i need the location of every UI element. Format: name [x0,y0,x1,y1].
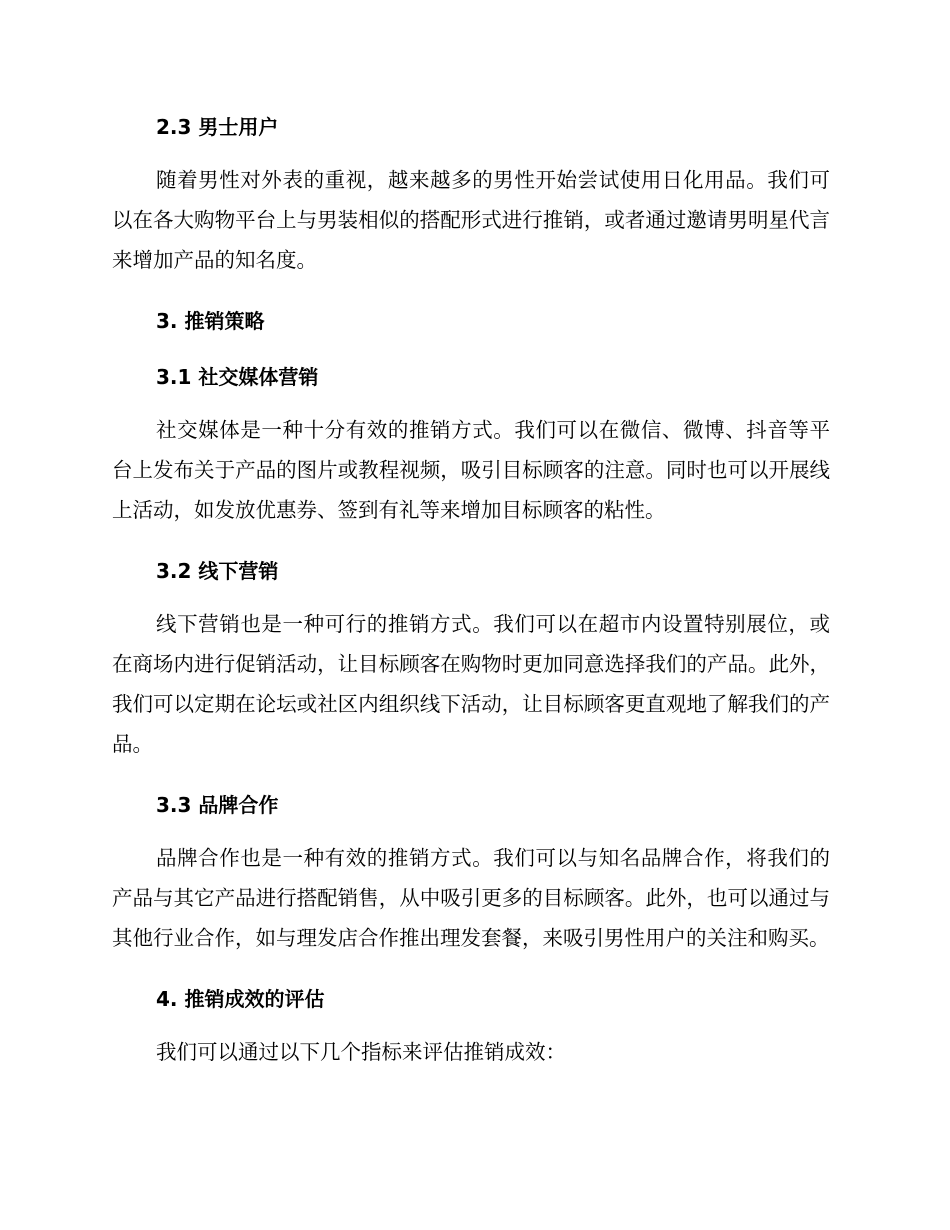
paragraph-male-users: 随着男性对外表的重视，越来越多的男性开始尝试使用日化用品。我们可以在各大购物平台上与男装相似的搭配形式进行推销，或者通过邀请男明星代言来增加产品的知名度。 [112,168,830,272]
paragraph-evaluation-intro: 我们可以通过以下几个指标来评估推销成效： [156,1040,566,1064]
heading-4-evaluation: 4. 推销成效的评估 [156,987,325,1011]
heading-3-promotion-strategy: 3. 推销策略 [156,309,265,333]
heading-3-1-social-media: 3.1 社交媒体营销 [156,365,319,389]
paragraph-social-media: 社交媒体是一种十分有效的推销方式。我们可以在微信、微博、抖音等平台上发布关于产品的图片或教程视频，吸引目标顾客的注意。同时也可以开展线上活动，如发放优惠券、签到有礼等来增加目标顾客的粘性。 [112,418,830,522]
heading-2-3-male-users: 2.3 男士用户 [156,115,279,139]
paragraph-brand-cooperation: 品牌合作也是一种有效的推销方式。我们可以与知名品牌合作，将我们的产品与其它产品进行搭配销售，从中吸引更多的目标顾客。此外，也可以通过与其他行业合作，如与理发店合作推出理发套餐，来吸引男性用户的关注和购买。 [112,846,830,950]
paragraph-offline-marketing: 线下营销也是一种可行的推销方式。我们可以在超市内设置特别展位，或在商场内进行促销活动，让目标顾客在购物时更加同意选择我们的产品。此外，我们可以定期在论坛或社区内组织线下活动，让目标顾客更直观地了解我们的产品。 [112,612,830,756]
heading-3-3-brand-cooperation: 3.3 品牌合作 [156,793,279,817]
heading-3-2-offline-marketing: 3.2 线下营销 [156,559,279,583]
